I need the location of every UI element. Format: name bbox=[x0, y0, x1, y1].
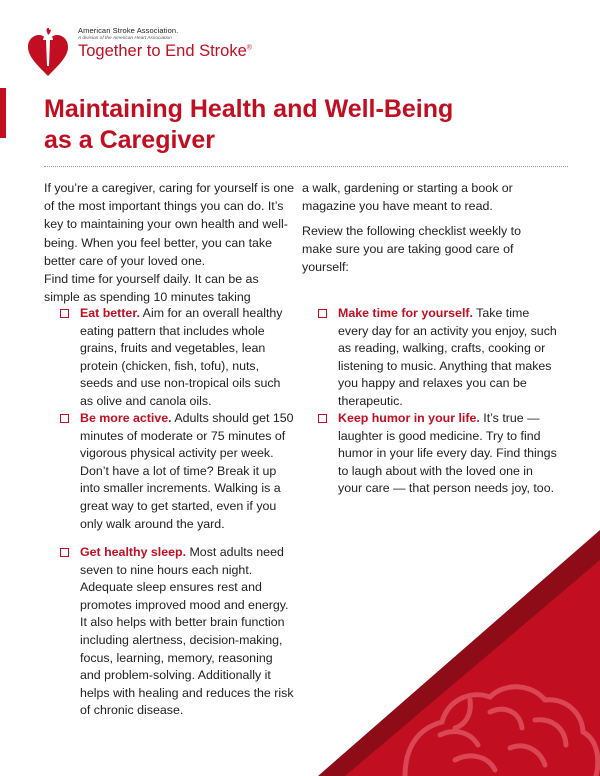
org-subtitle: A division of the American Heart Association bbox=[78, 36, 172, 41]
org-name: American Stroke Association. bbox=[78, 26, 179, 35]
checkbox-icon[interactable] bbox=[60, 414, 69, 423]
tagline bbox=[78, 42, 252, 61]
item-lead: Keep humor in your life. bbox=[338, 411, 480, 425]
item-text: It’s true — laughter is good medicine. Try to find humor in your life every day. Find things to laugh about with the loved one in your care — that person needs joy, too. bbox=[338, 411, 557, 496]
title-line-1: Maintaining Health and Well-Being bbox=[44, 95, 454, 123]
item-text: Most adults need seven to nine hours each night. Adequate sleep ensures rest and promotes improved mood and energy. It also helps with better brain function including alertness, decision-making, focus, learning, memory, reasoning and problem-solving. Additionally it helps with healing and reduces the risk of chronic disease. bbox=[80, 545, 294, 718]
title-divider bbox=[44, 166, 568, 167]
item-lead: Be more active. bbox=[80, 411, 172, 425]
daily-time-paragraph-continued: a walk, gardening or starting a book or magazine you have meant to read. bbox=[302, 181, 513, 214]
item-text: Take time every day for an activity you enjoy, such as reading, walking, crafts, cooking or listening to music. Anything that makes you happy and relaxes you can be therapeutic. bbox=[338, 306, 557, 408]
tagline-mark: ® bbox=[246, 44, 252, 52]
page-title bbox=[44, 94, 564, 156]
item-lead: Get healthy sleep. bbox=[80, 545, 187, 559]
intro-paragraph: If you’re a caregiver, caring for yourself is one of the most important things you can do. It’s key to maintaining your own health and well-being. When you feel better, you can take better care of your loved one. bbox=[44, 181, 294, 268]
item-lead: Eat better. bbox=[80, 306, 140, 320]
brain-icon bbox=[405, 687, 598, 776]
checkbox-icon[interactable] bbox=[318, 309, 327, 318]
item-text: Adults should get 150 minutes of moderate or 75 minutes of vigorous physical activity per week. Don’t have a lot of time? Break it up into smaller increments. Walking is a great way to get started, even if you only walk around the yard. bbox=[80, 411, 294, 531]
checkbox-icon[interactable] bbox=[60, 309, 69, 318]
corner-red-triangle bbox=[345, 560, 600, 776]
checkbox-icon[interactable] bbox=[318, 414, 327, 423]
item-text: Aim for an overall healthy eating pattern that includes whole grains, fruits and vegetables, lean protein (chicken, fish, tofu), nuts, seeds and use non-tropical oils such as olive and canola oils. bbox=[80, 306, 283, 408]
header-logo bbox=[26, 26, 286, 82]
checkbox-icon[interactable] bbox=[60, 548, 69, 557]
review-paragraph: Review the following checklist weekly to make sure you are taking good care of yourself: bbox=[302, 224, 521, 275]
corner-dark-triangle bbox=[318, 530, 600, 776]
accent-bar bbox=[0, 88, 6, 138]
item-lead: Make time for yourself. bbox=[338, 306, 473, 320]
heart-torch-icon bbox=[26, 26, 70, 78]
tagline-text: Together to End Stroke bbox=[78, 42, 247, 60]
title-line-2: as a Caregiver bbox=[44, 126, 215, 154]
daily-time-paragraph: Find time for yourself daily. It can be as simple as spending 10 minutes taking bbox=[44, 272, 259, 305]
